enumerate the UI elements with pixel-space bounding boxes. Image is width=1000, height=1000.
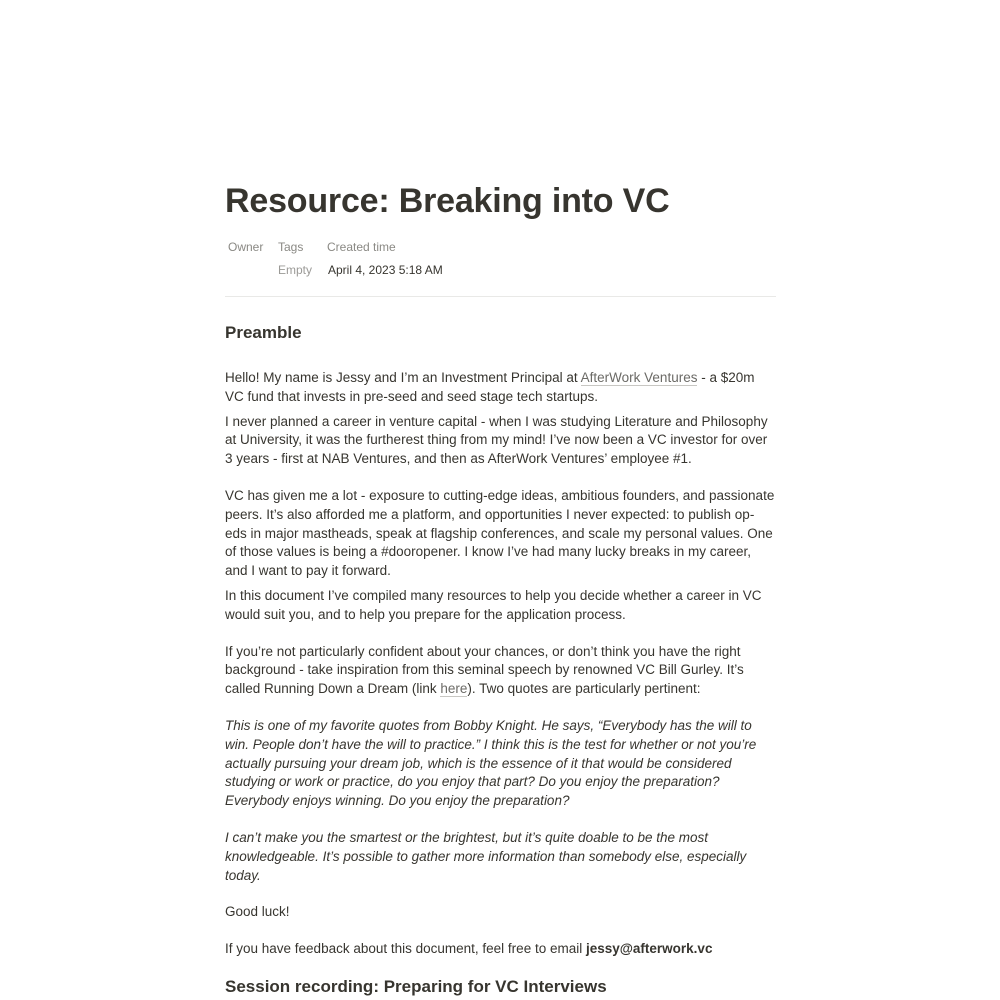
vc-value-paragraph: VC has given me a lot - exposure to cutting-edge ideas, ambitious founders, and passionate peers. It’s also afforded me a platform, and opportunities I never expected: to publish op-eds in major mastheads, speak at flagship conferences, and scale my personal values. One of those values is being a #dooropener. I know I’ve had many lucky breaks in my career, and I want to pay it forward. xyxy=(225,487,775,579)
intro-text: Hello! My name is Jessy and I’m an Investment Principal at xyxy=(225,370,581,385)
intro-text-end: - a $20m VC fund that invests in pre-seed and seed stage tech startups. xyxy=(225,370,755,404)
page-title: Resource: Breaking into VC xyxy=(225,182,670,220)
inspiration-paragraph xyxy=(225,643,776,699)
afterwork-ventures-link[interactable]: AfterWork Ventures xyxy=(580,370,698,385)
preamble-heading: Preamble xyxy=(225,323,302,342)
owner-label: Owner xyxy=(228,240,264,254)
feedback-paragraph xyxy=(225,940,776,959)
property-tags[interactable] xyxy=(278,238,327,281)
property-created-time[interactable] xyxy=(327,238,443,281)
created-time-value: April 4, 2023 5:18 AM xyxy=(328,263,443,277)
quote-knowledgeable: I can’t make you the smartest or the brightest, but it’s quite doable to be the most knowledgeable. It’s possible to gather more information than somebody else, especially today. xyxy=(225,829,747,883)
quote-bobby-knight: This is one of my favorite quotes from Bobby Knight. He says, “Everybody has the will to win. People don’t have the will to practice.” I think this is the test for whether or not you’re actually pursuing your dream job, which is the essence of it that would be considered studying or work or practice, do you enjoy that part? Do you enjoy the preparation? Everybody enjoys winning. Do you enjoy the preparation? xyxy=(225,717,757,809)
intro-paragraph xyxy=(225,369,776,407)
tags-label: Tags xyxy=(278,240,304,254)
divider xyxy=(225,296,776,297)
feedback-text: If you have feedback about this document, feel free to email xyxy=(225,941,586,957)
purpose-paragraph: In this document I’ve compiled many resources to help you decide whether a career in VC would suit you, and to help you prepare for the application process. xyxy=(225,587,762,622)
background-paragraph: I never planned a career in venture capital - when I was studying Literature and Philosophy at University, it was the furtherest thing from my mind! I’ve now been a VC investor for over 3 years - first at NAB Ventures, and then as AfterWork Ventures’ employee #1. xyxy=(225,413,768,467)
inspiration-text: If you’re not particularly confident about your chances, or don’t think you have the right background - take inspiration from this seminal speech by renowned VC Bill Gurley. It’s called Running Down a Dream (link xyxy=(225,643,744,697)
good-luck-text: Good luck! xyxy=(225,904,290,920)
document-content xyxy=(225,178,776,1000)
created-time-label: Created time xyxy=(327,240,396,254)
property-owner[interactable] xyxy=(228,238,278,281)
feedback-email[interactable]: jessy@afterwork.vc xyxy=(585,941,713,957)
inspiration-text-end: ). Two quotes are particularly pertinent: xyxy=(467,681,701,697)
owner-value[interactable] xyxy=(228,259,278,281)
properties-panel xyxy=(225,238,776,281)
speech-link[interactable]: here xyxy=(440,681,468,697)
session-recording-heading: Session recording: Preparing for VC Interviews xyxy=(225,976,607,996)
tags-value[interactable]: Empty xyxy=(278,263,313,277)
